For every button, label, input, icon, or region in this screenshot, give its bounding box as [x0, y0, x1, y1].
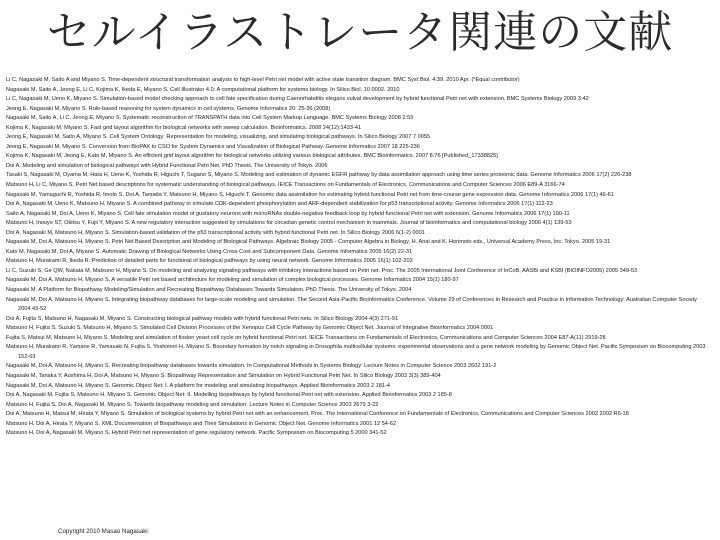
reference-item: Matsuno H, Li C, Miyano S. Petri Net based descriptions for systematic understanding of biological pathways. IEICE Transactions on Fundamentals of Electronics, Communications and Computer Sciences 2006 E89-A 3166-74	[6, 182, 565, 189]
reference-item: Kojima K, Nagasaki M, Miyano S. Fast grid layout algorithm for biological networks with sweep calculation. Bioinformatics. 2008 24(12):1433-41	[6, 124, 362, 131]
reference-item: Nagasaki M, Doi A, Matsuno H, Miyano S. Petri Net Based Description and Modeling of Biological Pathways. Algebraic Biology 2005 - Computer Algebra in Biology, H. Anai and K. Horimoto eds., Universal Academy Press, Inc. Tokyo. 2005 19-31	[6, 239, 611, 246]
reference-item: Fujita S, Matsui M, Matsuno H, Miyano S. Modeling and simulation of fission yeast cell cycle on hybrid functional Petri net. IEICE Transactions on Fundamentals of Electronics, Communications and Computer Sciences 2004 E87-A(11) 2919-28	[6, 334, 606, 341]
reference-item: Doi A, Nagasaki M, Fujita S, Matsuno H, Miyano S. Genomic Object Net: II. Modelling biopathways by hybrid functional Petri net with extension. Applied Bioinformatics 2003 2 185-8	[6, 392, 452, 399]
reference-item: Jeong E, Nagasaki M, Saito A, Miyano S. Cell System Ontology: Representation for modeling, visualizing, and simulating biological pathways. In Silico Biology 2007 7 0055	[6, 134, 431, 141]
reference-item: Li C, Suzuki S, Ge QW, Nakata M, Matsuno H, Miyano S. On modeling and analyzing signaling pathways with inhibitory interactions based on Petri net. Proc. The 2005 International Joint Conference of InCoB, AASBi and KSBI (BIOINFO2005) 2005 349-53	[6, 267, 638, 274]
reference-item: Matsuno H, Inouye ST, Okitsu Y, Fujii Y, Miyano S. A new regulatory interaction suggested by simulations for circadian genetic control mechanism in mammals. Journal of bioinformatics and computational biology 2006 4(1) 139-53	[6, 220, 572, 227]
reference-item: Nagasaki M, Yamaguchi R, Yoshida R, Imoto S, Doi A, Tamada Y, Matsuno H, Miyano S, Higuchi T. Genomic data assimilation for estimating hybrid functional Petri net from time-course gene expression data. Genome Informatics 2006 17(1) 46-61	[6, 191, 614, 198]
reference-item: Nagasaki M, Saito A, Li C, Jeong E, Miyano S. Systematic reconstruction of TRANSPATH data into Cell System Markup Language. BMC Systems Biology 2008 2:53	[6, 115, 414, 122]
reference-item: Nagasaki M, Doi A, Matsuno H, Miyano S. Genomic Object Net: I. A platform for modeling and simulating biopathways. Applied Bioinformatics 2003 2 181-4	[6, 382, 390, 389]
reference-item: Kojima K, Nagasaki M, Jeong E, Kato M, Miyano S. An efficient grid layout algorithm for biological networks utilizing various biological attributes. BMC Bioinformatics. 2007 8:76 [Published_17338825]	[6, 153, 498, 160]
reference-item: Kato M, Nagasaki M, Doi A, Miyano S. Automatic Drawing of Biological Networks Using Cross Cost and Subcomponent Data. Genome Informatics 2005 16(2) 22-31	[6, 248, 413, 255]
page-title: セルイラストレータ関連の文献	[46, 7, 674, 58]
reference-item: Nagasaki M. A Platform for Biopathway Modeling/Simulation and Recreating Biopathway Databases Towards Simulation. PhD Thesis. The University of Tokyo. 2004	[6, 287, 412, 294]
reference-item: Li C, Nagasaki M, Saito A and Miyano S. Time-dependent structural transformation analysis to high-level Petri net model with active state transition diagram. BMC Syst Biol. 4:39. 2010 Apr. (*Equal contributor)	[6, 77, 520, 83]
reference-item: Doi A, Nagasaki M, Ueno K, Matsuno H, Miyano S. A combined pathway to simulate CDK-dependent phosphorylation and ARF-dependent stabilization for p53 transcriptional activity. Genome Informatics 2006 17(1) 112-23	[6, 201, 553, 208]
reference-item: Matsuno H, Murakami R, Ikeda R. Prediction of detailed parts for functional of biological pathways by using neural network. Genome Informatics 2005 16(1) 102-202	[6, 258, 413, 265]
reference-item: Nagasaki M, Doi A, Matsuno H, Miyano S. Recreating biopathway databases towards simulation. In Computational Methods in Systems Biology: Lecture Notes in Computer Science 2003 2602 191-2	[6, 363, 497, 370]
copyright-notice: Copyright 2010 Masao Nagasaki	[58, 528, 148, 535]
reference-item: Nagasaki M, Doi A, Matsuno H, Miyano S. A versatile Petri net based architecture for modeling and simulation of complex biological processes. Genome Informatics 2004 15(1) 180-97	[6, 277, 459, 284]
reference-item: Matsuno H, Murakami R, Yamane R, Yamasaki N, Fujita S, Yoshimori H, Miyano S. Boundary formation by notch signaling in Drosophila multicellular systems: experimental observations and a gene network modeling by Genomic Object Net. Pacific Symposium on Biocomputing 2003 152-63	[6, 344, 706, 360]
reference-item: Tasaki S, Nagasaki M, Oyama M, Hata H, Ueno K, Yoshida R, Higuchi T, Sugano S, Miyano S. Modeling and estimation of dynamic EGFR pathway by data assimilation approach using time series proteomic data. Genome Informatics 2006 17(2) 226-238	[6, 172, 632, 179]
reference-item: Doi A, Matsuno H, Matsui M, Hirata Y, Miyano S. Simulation of biological systems by hybrid Petri net with an enhancement. Proc. The International Conference on Fundamentals of Electronics, Communications and Computer Sciences 2002 2002 R6-18	[6, 411, 629, 418]
reference-item: Li C, Nagasaki M, Ueno K, Miyano S. Simulation-based model checking approach to cell fate specification during Caenorhabditis elegans vulval development by hybrid functional Petri net with extension. BMC Systems Biology 2009 3:42	[6, 96, 589, 103]
reference-item: Doi A. Modeling and simulation of biological pathways with Hybrid Functional Petri Net. PhD Thesis. The University of Tokyo. 2006	[6, 162, 328, 169]
reference-item: Doi A, Fujita S, Matsuno H, Nagasaki M, Miyano S. Constructing biological pathway models with hybrid functional Petri nets. In Silico Biology 2004 4(3) 271-91	[6, 315, 399, 322]
reference-item: Jeong E, Nagasaki M, Miyano S. Rule-based reasoning for system dynamics in cell systems. Genome Informatics 20: 25-36 (2008)	[6, 105, 331, 112]
reference-item: Nagasaki M, Tanaka Y, Aoshima H, Doi A, Matsuno H, Miyano S. Biopathway Representation and Simulation on Hybrid Functional Petri Net. In Silico Biology 2003 3(3) 389-404	[6, 372, 441, 379]
reference-item: Nagasaki M, Doi A, Matsuno H, Miyano S. Integrating biopathway databases for large-scale modeling and simulation. The Second Asia-Pacific Bioinformatics Conference. Volume 29 of Conferences in Research and Practice in Information Technology: Australian Computer Society 2004 43-52	[6, 296, 697, 313]
reference-item: Nagasaki M, Saito A, Jeong E, Li C, Kojima K, Ikeda E, Miyano S. Cell Illustrator 4.0: A computational platform for systems biology. In Silico Biol. 10 0002. 2010	[6, 86, 400, 93]
reference-item: Matsuno H, Fujita S, Suzuki S, Matsuno H, Miyano S. Simulated Cell Division Processes of the Xenopus Cell Cycle Pathway by Genomic Object Net. Journal of Integrative Bioinformatics 2004 0001	[6, 325, 494, 332]
reference-list	[6, 76, 710, 439]
reference-item: Matsuno H, Fujita S, Doi A, Nagasaki M, Miyano S. Towards biopathway modeling and simulation. Lecture Notes in Computer Science 2003 2679 3-22	[6, 401, 379, 408]
reference-item: Doi A, Nagasaki M, Matsuno H, Miyano S. Simulation-based validation of the p53 transcriptional activity with hybrid functional Petri net. In Silico Biology 2006 6(1-2) 0001	[6, 229, 425, 236]
reference-item: Matsuno H, Doi A, Hirata Y, Miyano S. XML Documentation of Biopathways and Their Simulations in Genomic Object Net. Genome Informatics 2001 12 54-62	[6, 420, 396, 427]
reference-item: Jeong E, Nagasaki M, Miyano S. Conversion from BioPAX to CSO for System Dynamics and Visualization of Biological Pathway. Genome Informatics 2007 18 225-236	[6, 143, 420, 150]
reference-item: Matsuno H, Doi A, Nagasaki M, Miyano S. Hybrid Petri net representation of gene regulatory network. Pacific Symposium on Biocomputing 5 2000 341-52	[6, 430, 387, 437]
reference-item: Saito A, Nagasaki M, Doi A, Ueno K, Miyano S. Cell fate simulation model of gustatory neurons with microRNAs double-negative feedback loop by hybrid functional Petri net with extension. Genome Informatics 2006 17(1) 100-11	[6, 210, 570, 217]
